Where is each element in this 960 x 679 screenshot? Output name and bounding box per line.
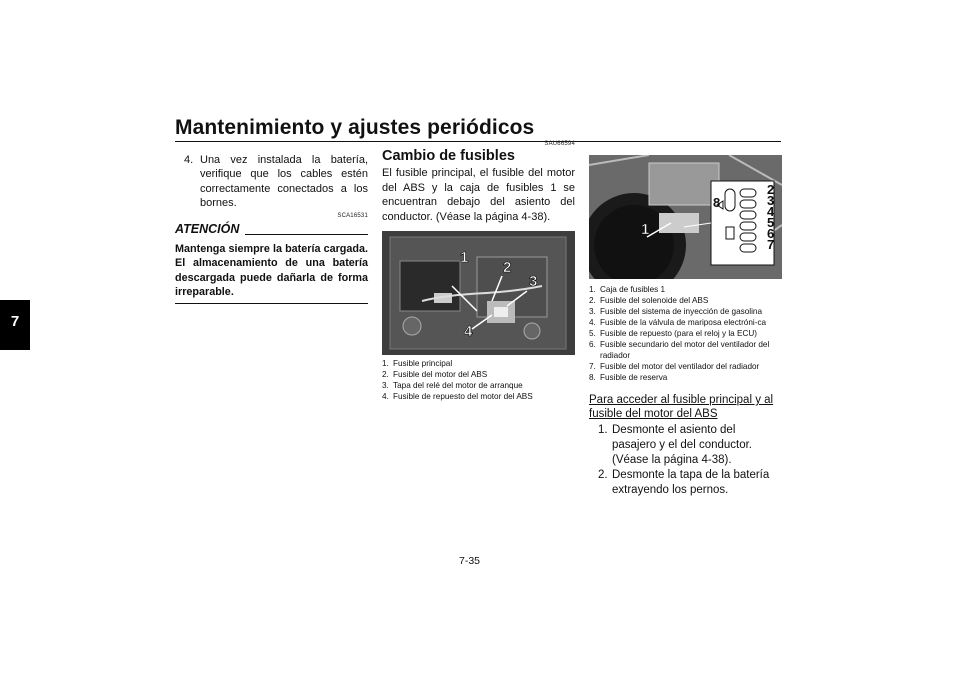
caption-item: 7. Fusible del motor del ventilador del radiador: [589, 362, 760, 371]
attention-text: Mantenga siempre la batería cargada. El almacenamiento de una batería descargada puede dañarla de forma irreparable.: [175, 243, 368, 299]
photo-fuse-box: [589, 155, 782, 279]
caption-item: 2. Fusible del motor del ABS: [382, 370, 488, 379]
photo-label-7: 7: [767, 237, 775, 252]
photo-label-3: 3: [529, 273, 538, 290]
page-number: 7-35: [459, 555, 481, 567]
step-2: [589, 468, 782, 498]
caption-item: 4. Fusible de la válvula de mariposa electróni-ca: [589, 318, 767, 327]
photo-fuse-box-graphic: [589, 155, 782, 279]
caption-item: 3. Fusible del sistema de inyección de gasolina: [589, 307, 763, 316]
caption-item: 1. Caja de fusibles 1: [589, 285, 666, 294]
column-left: [175, 153, 368, 304]
photo-label-3: 3: [767, 193, 775, 208]
column-middle: [382, 141, 575, 402]
attention-label: ATENCIÓN: [175, 222, 240, 237]
section-title: Cambio de fusibles: [382, 148, 515, 164]
step-text: Una vez instalada la batería, verifique que los cables estén correctamente conectados a los bornes.: [200, 154, 368, 209]
photo-label-1: 1: [641, 221, 650, 238]
attention-code: SCA16531: [337, 213, 368, 220]
caption-item: 1. Fusible principal: [382, 359, 453, 368]
attention-rule: [245, 234, 368, 235]
step-text: Desmonte el asiento del pasajero y el del conductor. (Véase la página 4-38).: [612, 424, 753, 466]
photo-label-8: 8: [713, 195, 721, 210]
caption-item: 5. Fusible de repuesto (para el reloj y la ECU): [589, 329, 757, 338]
photo-main-fuse: [382, 231, 575, 355]
step-number: 1.: [598, 424, 608, 436]
page-header-title: Mantenimiento y ajustes periódicos: [175, 116, 535, 139]
photo-label-2: 2: [503, 259, 512, 276]
caption-item: 2. Fusible del solenoide del ABS: [589, 296, 709, 305]
step-4: [175, 153, 368, 210]
photo-captions: [382, 358, 575, 402]
step-1: [589, 423, 782, 468]
step-number: 2.: [598, 469, 608, 481]
column-right: [589, 153, 782, 498]
photo-label-4: 4: [464, 323, 473, 340]
photo-captions: [589, 284, 782, 383]
caption-item: 3. Tapa del relé del motor de arranque: [382, 381, 523, 390]
caption-item: 6. Fusible secundario del motor del ventilador del radiador: [589, 340, 770, 360]
section-intro: El fusible principal, el fusible del motor del ABS y la caja de fusibles 1 se encuentran debajo del asiento del conductor. (Véase la página 4-38).: [382, 167, 575, 223]
photo-label-2: 2: [767, 182, 775, 197]
photo-label-1: 1: [460, 249, 469, 266]
caption-item: 8. Fusible de reserva: [589, 373, 668, 382]
photo-label-4: 4: [767, 204, 775, 219]
section-code: SAU66594: [544, 141, 575, 147]
chapter-tab-number: 7: [10, 313, 20, 330]
step-text: Desmonte la tapa de la batería extrayendo los pernos.: [612, 469, 770, 496]
attention-header: [175, 222, 368, 239]
caption-item: 4. Fusible de repuesto del motor del ABS: [382, 392, 533, 401]
subheading: Para acceder al fusible principal y al fusible del motor del ABS: [589, 394, 774, 420]
attention-end-rule: [175, 303, 368, 304]
step-number: 4.: [184, 154, 194, 166]
photo-label-5: 5: [767, 215, 775, 230]
photo-label-6: 6: [767, 226, 775, 241]
photo-main-fuse-graphic: [382, 231, 575, 355]
